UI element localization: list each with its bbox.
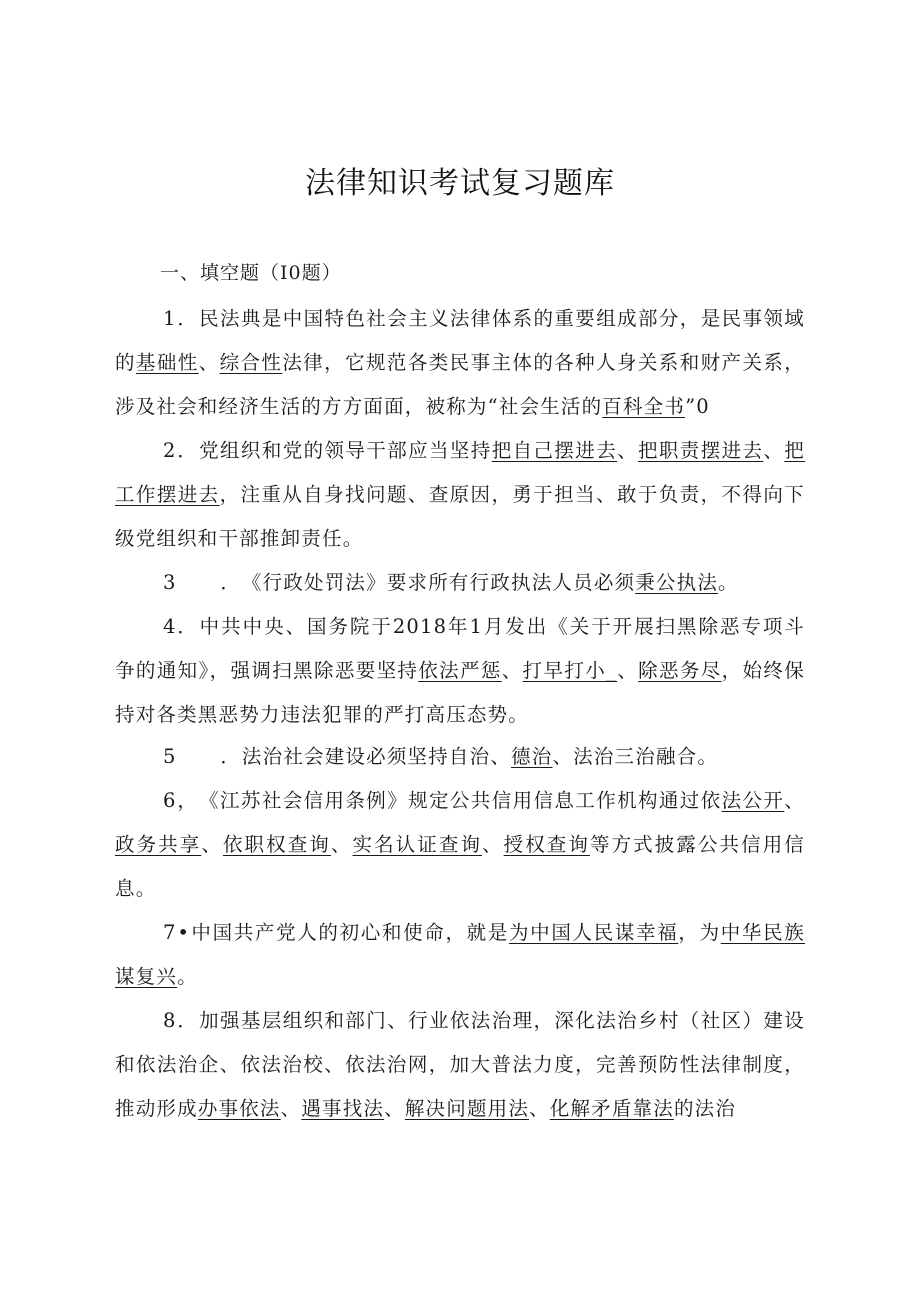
answer-blank: 百科全书 xyxy=(602,395,686,418)
answer-blank: 法公开 xyxy=(721,789,785,812)
question-text: 、 xyxy=(330,833,353,856)
question-number: 8． xyxy=(163,1009,199,1032)
question-text: 。 xyxy=(177,965,198,988)
question-text: 法治社会建设必须坚持自治、 xyxy=(241,745,512,768)
question-text: 、 xyxy=(529,1097,550,1120)
question-text: 、 xyxy=(617,659,639,682)
answer-blank: 办事依法 xyxy=(197,1097,281,1120)
answer-blank: 依职权查询 xyxy=(222,833,331,856)
question-text: 、 xyxy=(784,789,805,812)
question-number: 5 ． xyxy=(163,745,242,768)
question-text: ”0 xyxy=(685,395,710,418)
section-heading: 一、填空题（I0题） xyxy=(160,262,342,284)
document-title: 法律知识考试复习题库 xyxy=(305,166,615,201)
question-text: 、法治三治融合。 xyxy=(552,745,719,768)
answer-blank: 把自己摆进去 xyxy=(491,439,618,462)
question-5 xyxy=(115,735,805,779)
question-text: 中共中央、国务院于2018年1月发出《关于开展扫黑除恶专项斗争的通知》，强调扫黑除恶要坚持 xyxy=(115,615,805,682)
answer-blank: 打早打小_ xyxy=(522,659,618,682)
question-text: 、 xyxy=(384,1097,405,1120)
question-3 xyxy=(115,561,805,605)
answer-blank: 把工作摆进去 xyxy=(115,439,805,506)
answer-blank: 基础性 xyxy=(135,351,199,374)
answer-blank: 德治 xyxy=(511,745,553,768)
answer-blank: 把职责摆进去 xyxy=(638,439,764,462)
question-8 xyxy=(115,999,805,1131)
answer-blank: 综合性 xyxy=(219,351,283,374)
answer-blank: 依法严惩 xyxy=(418,659,502,682)
question-2 xyxy=(115,429,805,561)
question-text: 、 xyxy=(617,439,638,462)
question-text: 。 xyxy=(718,571,739,594)
question-text: 等方式披露公共信用信息。 xyxy=(115,833,805,900)
question-text: ，始终保持对各类黑恶势力违法犯罪的严打高压态势。 xyxy=(115,659,805,726)
question-text: 、 xyxy=(482,833,504,856)
question-text: 民法典是中国特色社会主义法律体系的重要组成部分，是民事领域的 xyxy=(115,307,805,374)
question-6 xyxy=(115,779,805,911)
question-text: ，注重从自身找问题、查原因，勇于担当、敢于负责，不得向下级党组织和干部推卸责任。 xyxy=(115,483,805,550)
answer-blank: 秉公执法 xyxy=(635,571,719,594)
question-text: 、 xyxy=(201,833,223,856)
question-text: 法律，它规范各类民事主体的各种人身关系和财产关系，涉及社会和经济生活的方方面面，被称为“社会生活的 xyxy=(115,351,805,418)
question-number: 3 ． xyxy=(163,571,242,594)
question-text: 《行政处罚法》要求所有行政执法人员必须 xyxy=(241,571,636,594)
answer-blank: 政务共享 xyxy=(115,833,202,856)
question-1 xyxy=(115,297,805,429)
answer-blank: 化解矛盾靠法 xyxy=(549,1097,674,1120)
question-text: ，为 xyxy=(678,921,721,944)
question-number: 2． xyxy=(163,439,199,462)
question-number: 1． xyxy=(163,307,199,330)
question-text: 《江苏社会信用条例》规定公共信用信息工作机构通过依 xyxy=(198,789,722,812)
question-number: 7• xyxy=(163,921,191,944)
answer-blank: 为中国人民谋幸福 xyxy=(509,921,679,944)
question-4 xyxy=(115,605,805,737)
answer-blank: 中华民族谋复兴 xyxy=(115,921,805,988)
answer-blank: 除恶务尽 xyxy=(638,659,722,682)
question-text: 加强基层组织和部门、行业依法治理，深化法治乡村（社区）建设和依法治企、依法治校、依法治网，加大普法力度，完善预防性法律制度，推动形成 xyxy=(115,1009,805,1120)
answer-blank: 遇事找法 xyxy=(301,1097,385,1120)
question-text: 党组织和党的领导干部应当坚持 xyxy=(198,439,492,462)
question-number: 6， xyxy=(163,789,199,812)
answer-blank: 授权查询 xyxy=(503,833,590,856)
question-text: 、 xyxy=(280,1097,302,1120)
question-text: 的法治 xyxy=(673,1097,737,1120)
answer-blank: 解决问题用法 xyxy=(404,1097,530,1120)
question-text: 、 xyxy=(501,659,523,682)
question-text: 中国共产党人的初心和使命，就是 xyxy=(190,921,509,944)
answer-blank: 实名认证查询 xyxy=(352,833,483,856)
question-text: 、 xyxy=(198,351,220,374)
question-text: 、 xyxy=(763,439,785,462)
question-number: 4． xyxy=(163,615,199,638)
question-7 xyxy=(115,911,805,999)
